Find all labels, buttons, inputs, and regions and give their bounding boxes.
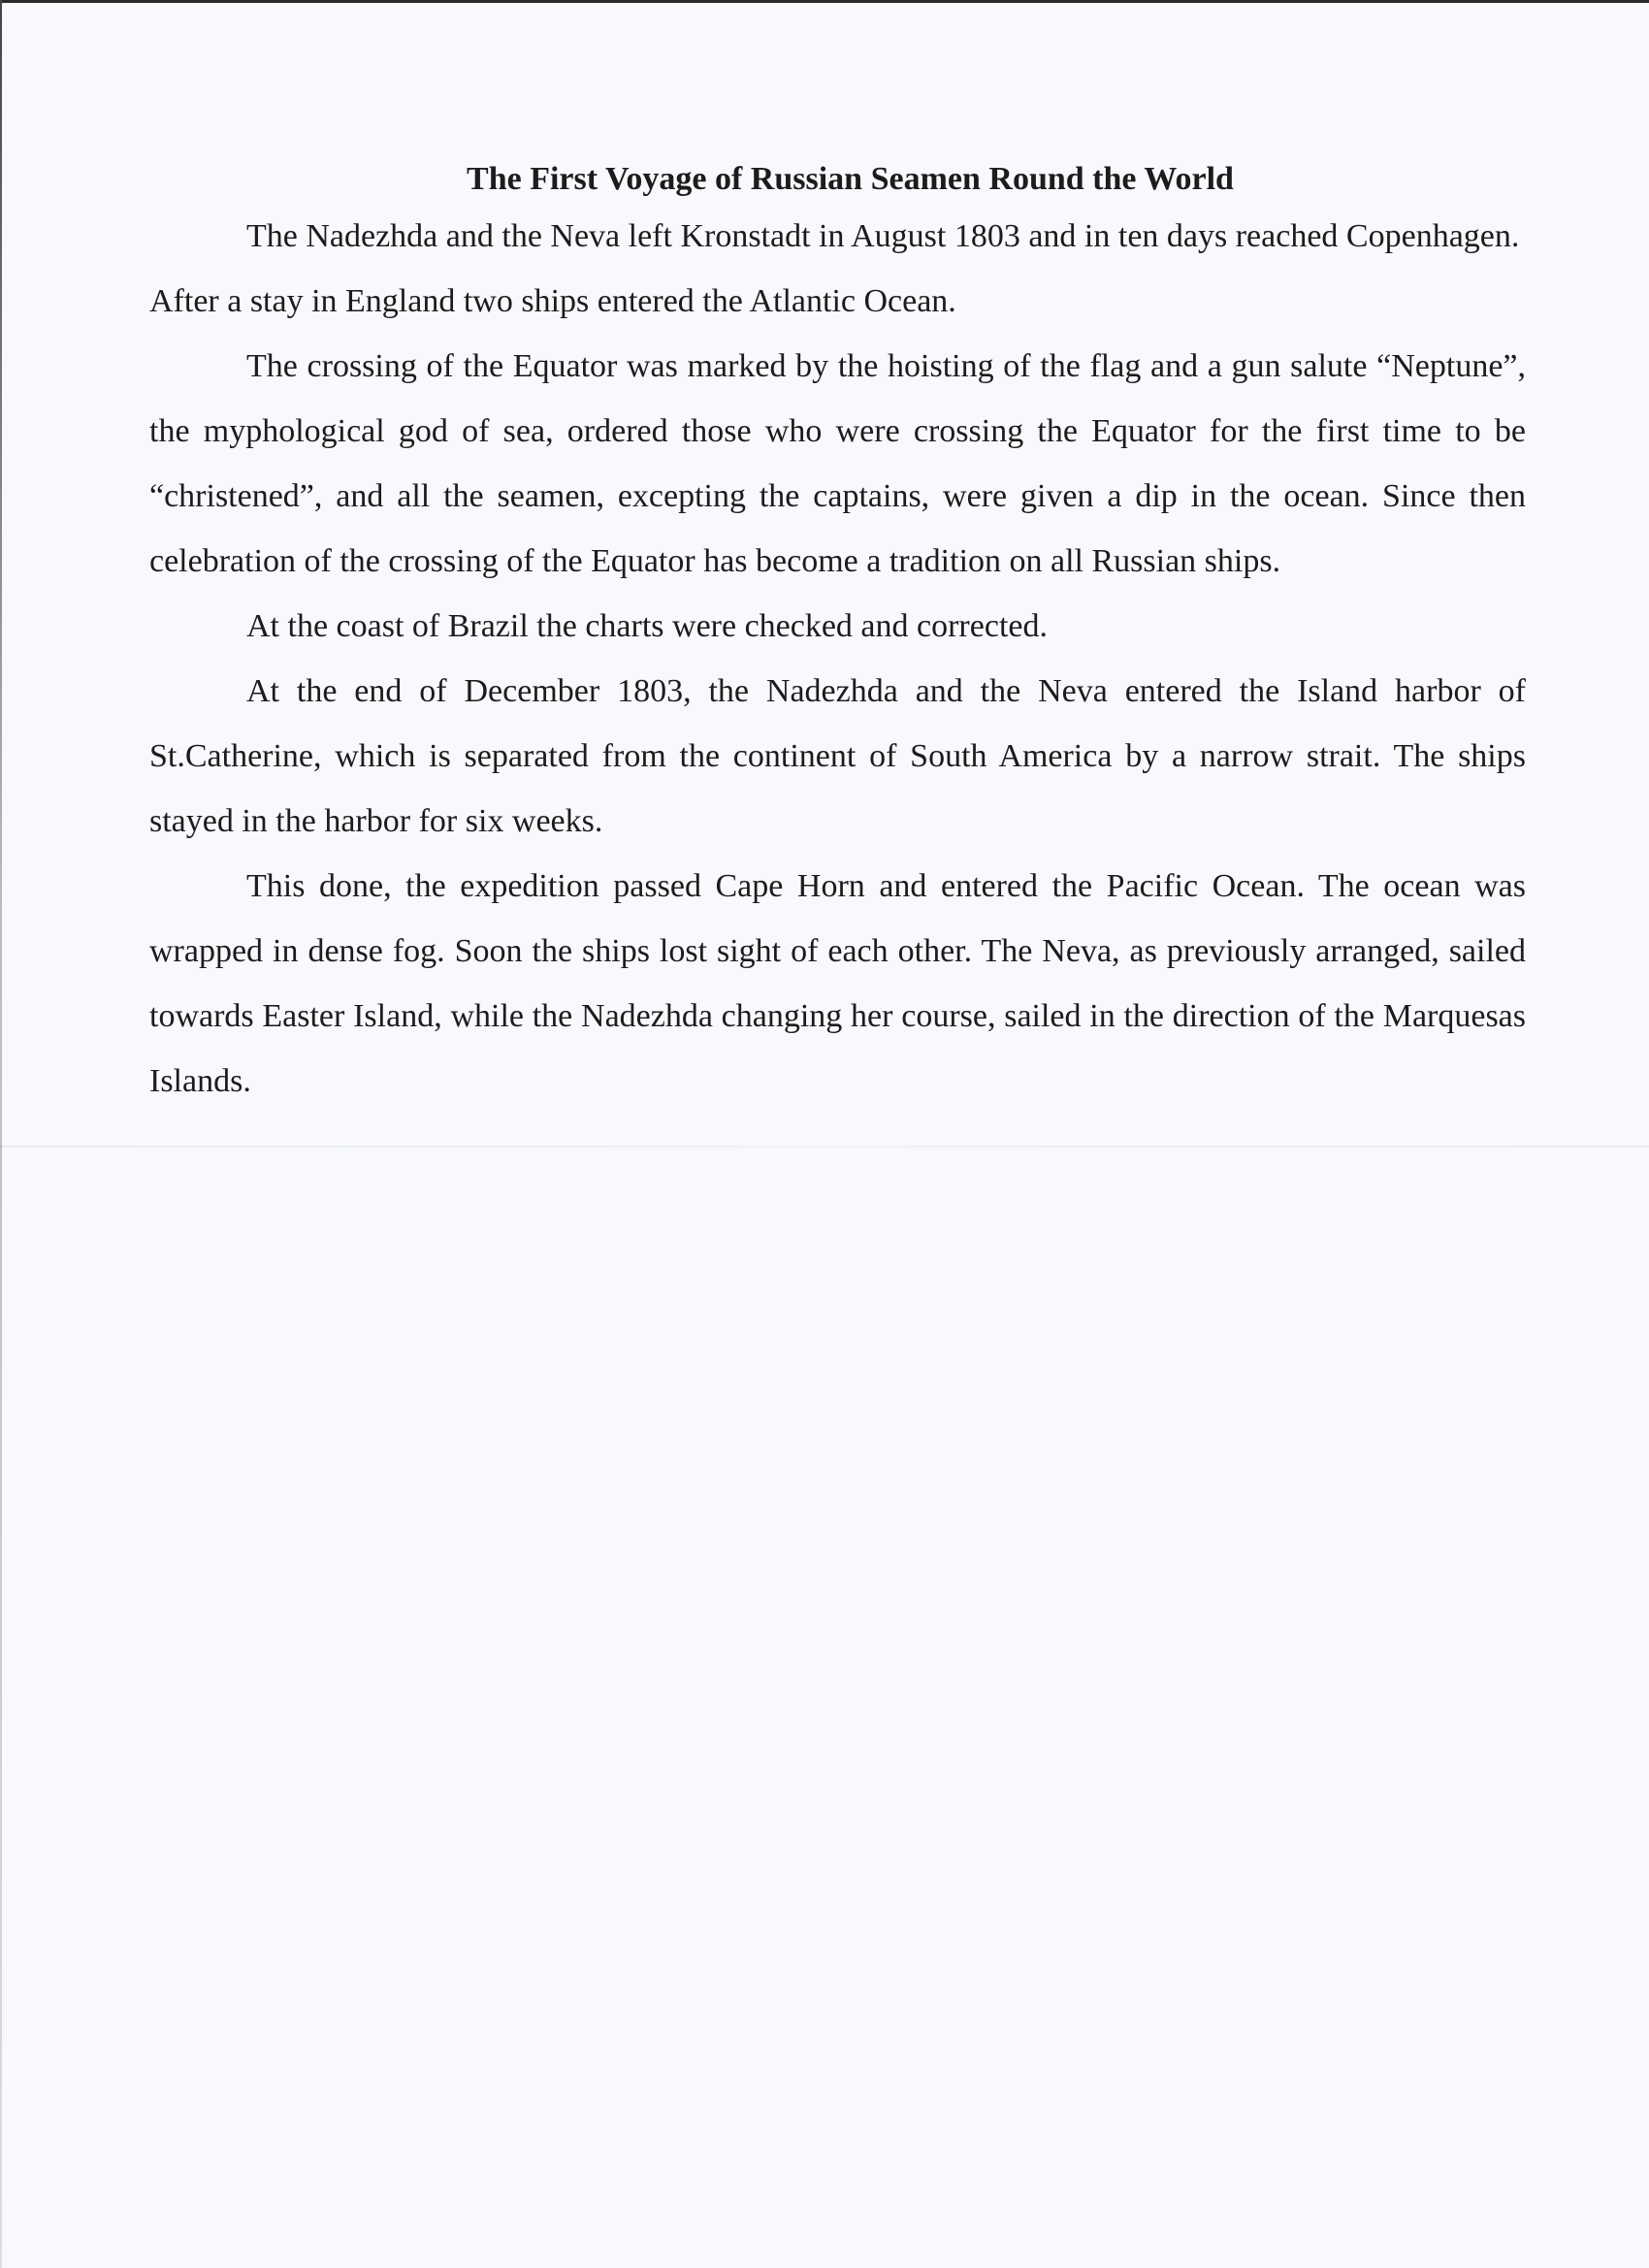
paper-fold-line xyxy=(0,1146,1649,1148)
paragraph-4: At the coast of Brazil the charts were checked and corrected. xyxy=(246,608,1048,644)
paragraph-2: After a stay in England two ships entered the Atlantic Ocean. xyxy=(149,283,956,319)
paragraph-5: At the end of December 1803, the Nadezhda and the Neva entered the Island harbor of St.Catherine, which is separated from the continent of South America by a narrow strait. The ships stayed in the harbor for six weeks. xyxy=(149,673,1526,839)
document-title: The First Voyage of Russian Seamen Round the World xyxy=(467,161,1234,197)
document-body xyxy=(149,155,1526,1114)
paragraph-1: The Nadezhda and the Neva left Kronstadt in August 1803 and in ten days reached Copenhagen. xyxy=(246,218,1520,254)
page-left-edge xyxy=(0,0,2,2268)
page-top-edge xyxy=(0,0,1649,3)
paragraph-3: The crossing of the Equator was marked by the hoisting of the flag and a gun salute “Neptune”, the myphological god of sea, ordered those who were crossing the Equator for the first time to be “christened”, and all the seamen, excepting the captains, were given a dip in the ocean. Since then celebration of the crossing of the Equator has become a tradition on all Russian ships. xyxy=(149,348,1526,579)
paragraph-6: This done, the expedition passed Cape Horn and entered the Pacific Ocean. The ocean was wrapped in dense fog. Soon the ships lost sight of each other. The Neva, as previously arranged, sailed towards Easter Island, while the Nadezhda changing her course, sailed in the direction of the Marquesas Islands. xyxy=(149,868,1526,1099)
